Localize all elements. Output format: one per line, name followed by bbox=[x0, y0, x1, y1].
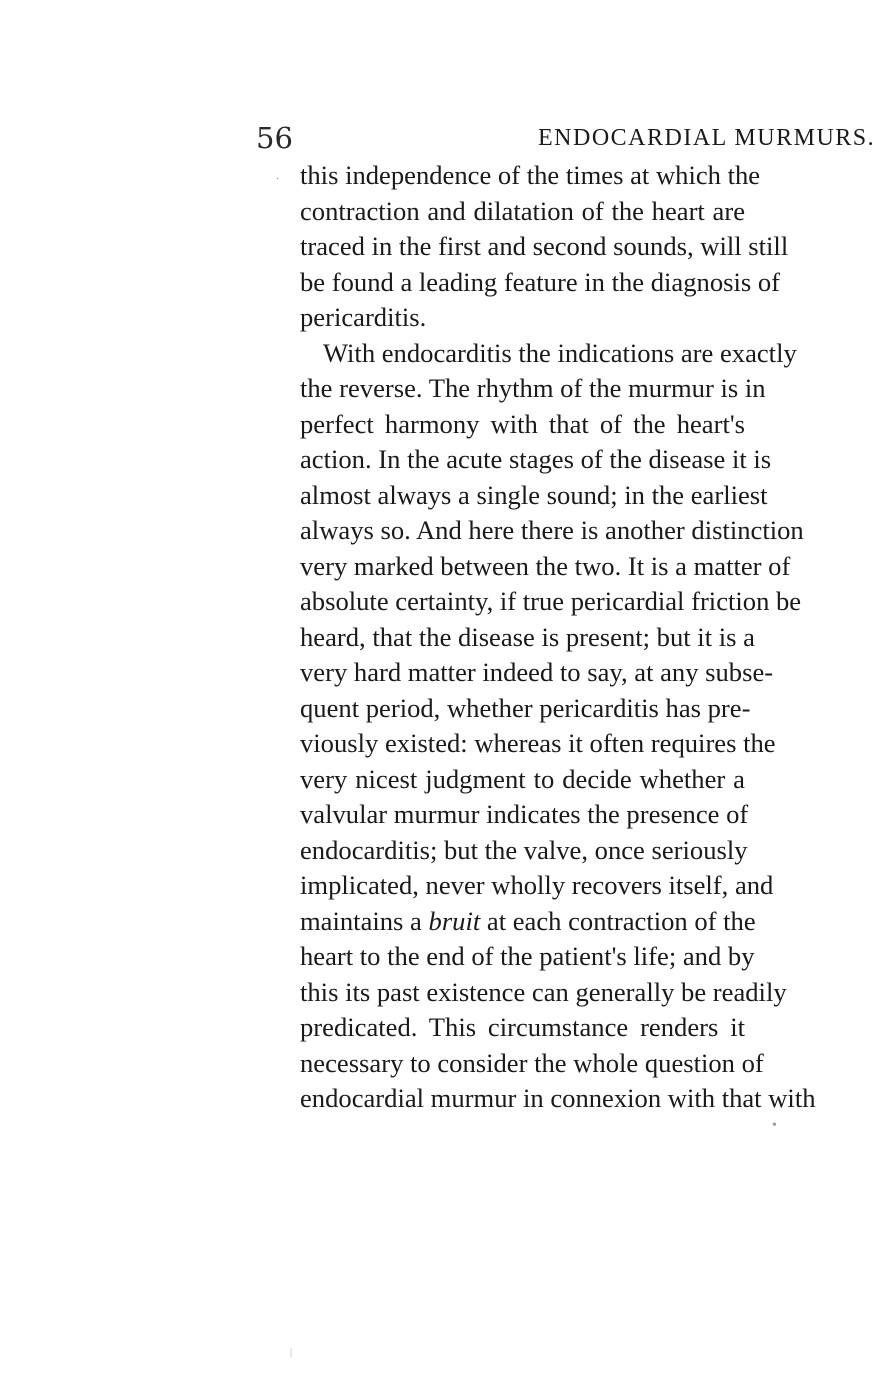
text-line: absolute certainty, if true pericardial friction be bbox=[300, 586, 802, 616]
print-speck: · bbox=[276, 174, 280, 185]
text-line: quent period, whether pericarditis has pre- bbox=[300, 692, 751, 723]
italic-word: bruit bbox=[428, 905, 481, 936]
text-line: necessary to consider the whole question of bbox=[300, 1047, 764, 1078]
text-line: viously existed: whereas it often requires the bbox=[300, 728, 776, 758]
text-line: endocardial murmur in connexion with that with bbox=[300, 1083, 816, 1113]
text-fragment: at each contraction of the bbox=[486, 905, 756, 936]
text-line: the reverse. The rhythm of the murmur is in bbox=[300, 373, 766, 403]
text-line: this its past existence can generally be readily bbox=[300, 976, 787, 1007]
text-line: traced in the first and second sounds, will still bbox=[300, 231, 789, 261]
text-line: action. In the acute stages of the disease it is bbox=[300, 444, 772, 474]
text-line: always so. And here there is another distinction bbox=[300, 515, 804, 545]
print-speck: | bbox=[290, 1347, 293, 1358]
text-line: perfect harmony with that of the heart's bbox=[300, 408, 745, 439]
text-line: very nicest judgment to decide whether a bbox=[300, 763, 745, 794]
text-line: predicated. This circumstance renders it bbox=[300, 1012, 745, 1042]
text-fragment: maintains a bbox=[300, 905, 422, 936]
text-line: this independence of the times at which the bbox=[300, 160, 761, 190]
paragraph-start-line: With endocarditis the indications are exactly bbox=[323, 337, 797, 368]
page-number: 56 bbox=[256, 121, 293, 155]
body-text bbox=[300, 158, 816, 1117]
text-line: implicated, never wholly recovers itself, and bbox=[300, 870, 774, 900]
text-line: pericarditis. bbox=[300, 302, 427, 332]
text-line: valvular murmur indicates the presence of bbox=[300, 799, 749, 829]
text-line: contraction and dilatation of the heart are bbox=[300, 195, 745, 226]
text-line: almost always a single sound; in the earliest bbox=[300, 479, 768, 510]
text-line: very hard matter indeed to say, at any subse- bbox=[300, 657, 774, 687]
text-line: endocarditis; but the valve, once seriously bbox=[300, 834, 748, 865]
text-line: heart to the end of the patient's life; and by bbox=[300, 941, 755, 971]
page-header bbox=[256, 118, 875, 158]
text-line: heard, that the disease is present; but it is a bbox=[300, 621, 755, 652]
running-head: ENDOCARDIAL MURMURS. bbox=[538, 125, 875, 151]
text-line: very marked between the two. It is a matter of bbox=[300, 550, 791, 581]
text-line: be found a leading feature in the diagnosis of bbox=[300, 266, 781, 297]
print-speck: • bbox=[772, 1118, 777, 1133]
text-line-with-italic bbox=[300, 904, 756, 940]
